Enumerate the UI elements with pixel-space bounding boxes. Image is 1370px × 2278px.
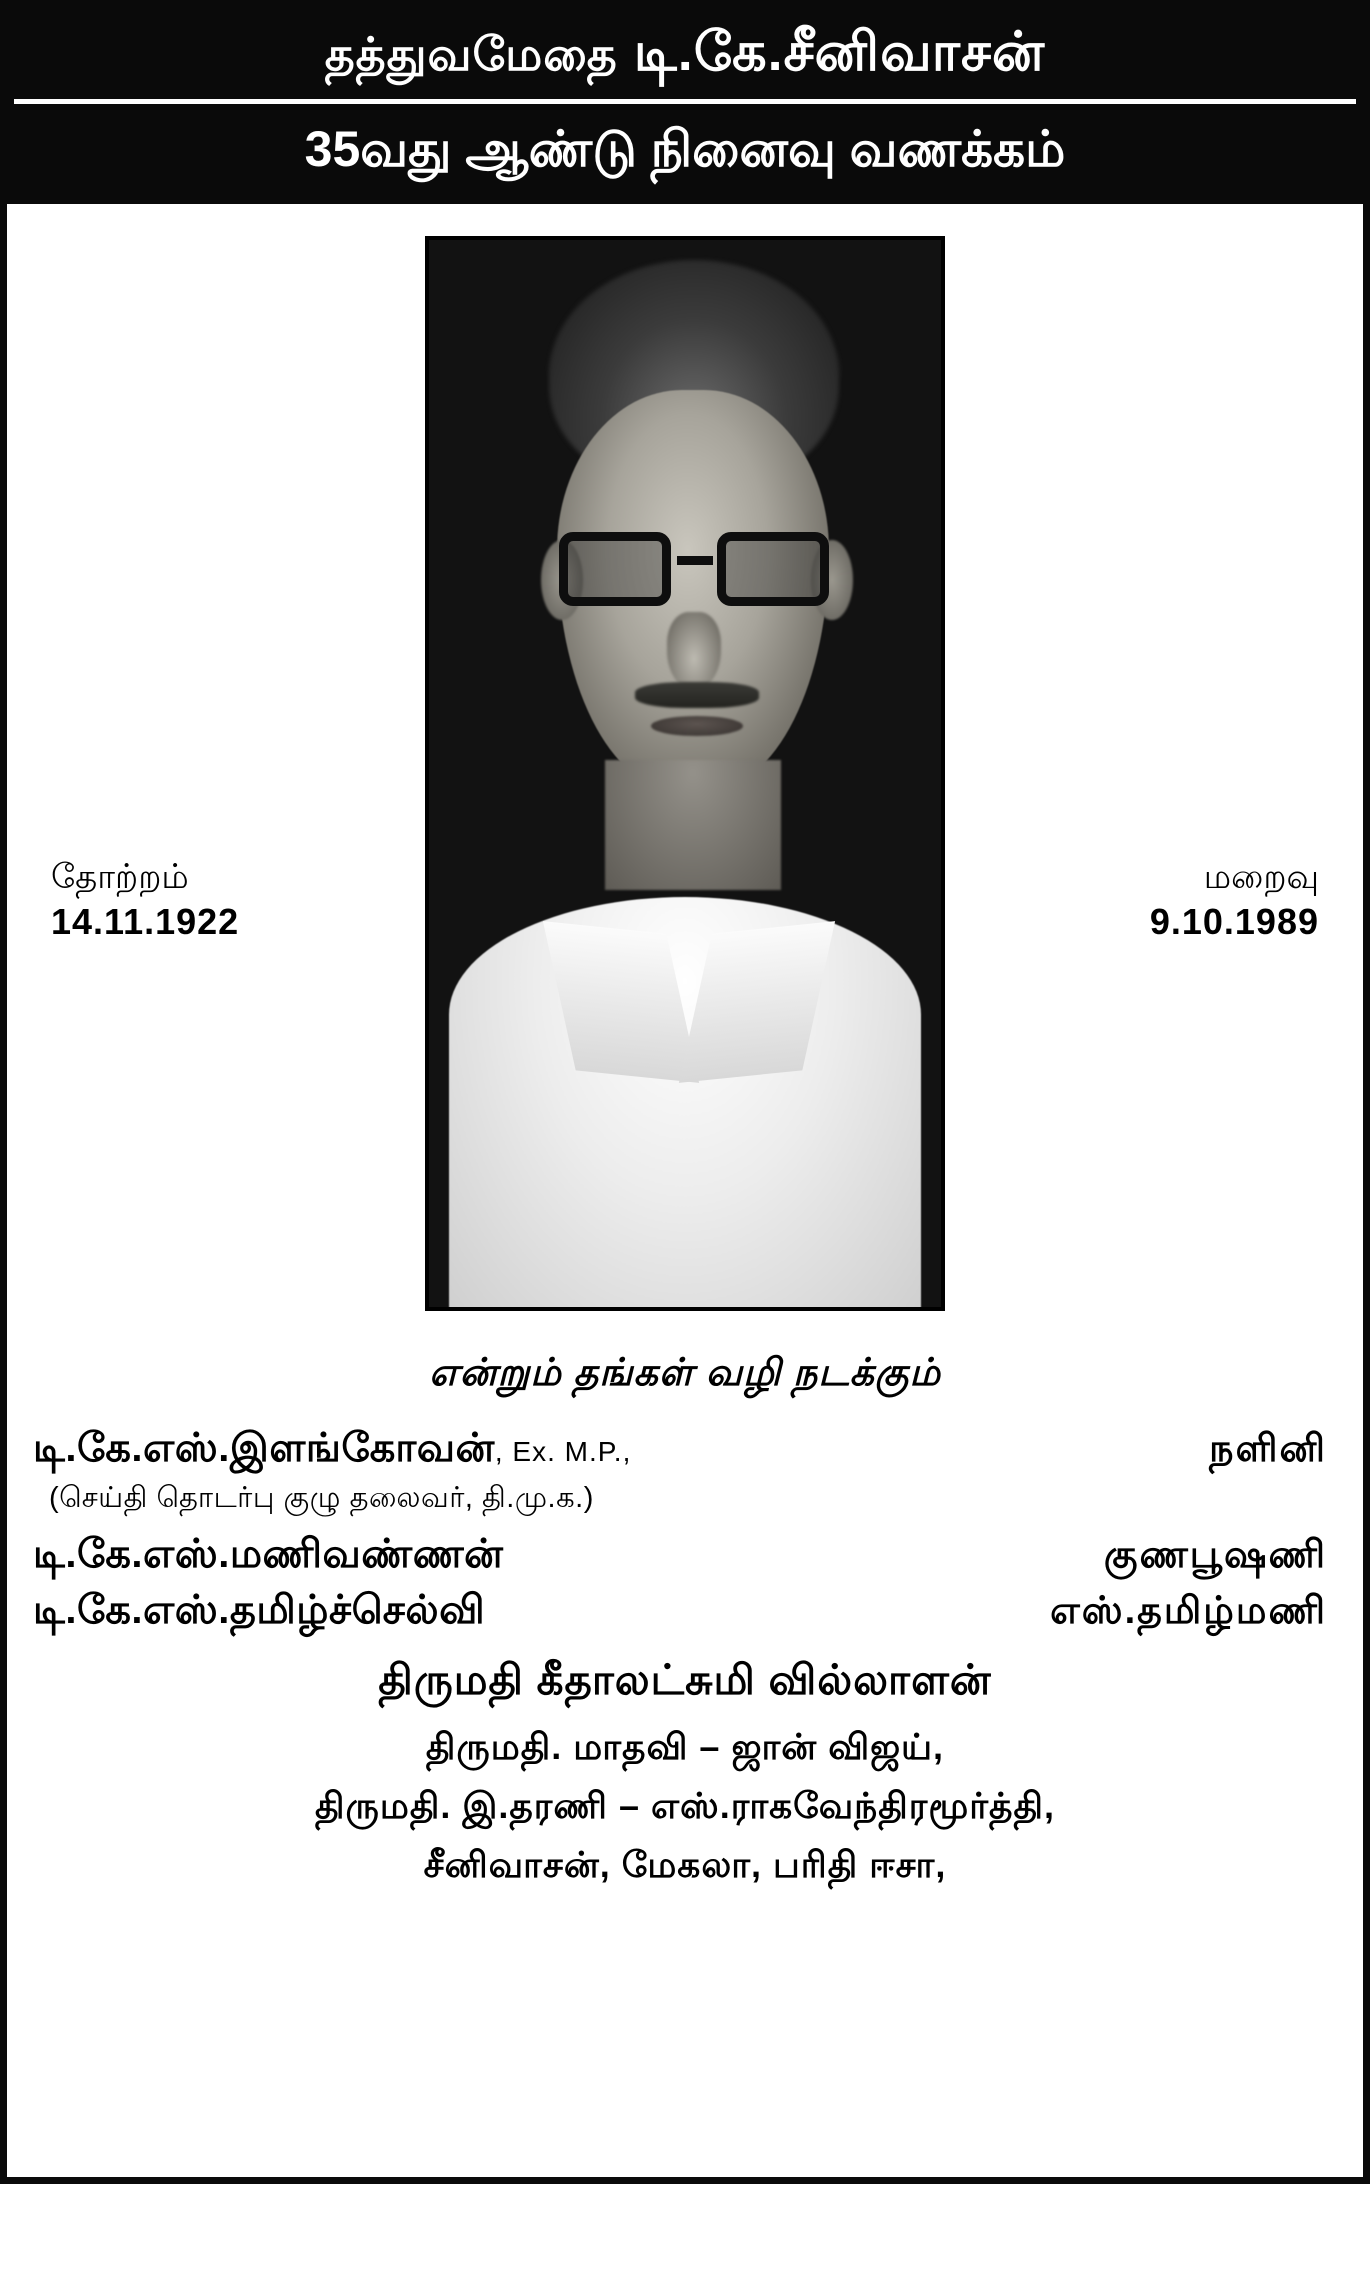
neck-shape: [605, 760, 781, 890]
death-label: மறைவு: [1203, 858, 1319, 897]
name-entry: [33, 1588, 1337, 1638]
banner-subtitle: 35வது ஆண்டு நினைவு வணக்கம்: [304, 120, 1066, 177]
names-section: [33, 1426, 1337, 1638]
glasses-shape: [555, 526, 833, 612]
birth-label: தோற்றம்: [51, 858, 189, 897]
poster-body: [0, 204, 1370, 2184]
lens-left: [559, 532, 671, 606]
center-line-2: திருமதி. மாதவி – ஜான் விஜய்,: [425, 1726, 945, 1768]
name-note: (செய்தி தொடர்பு குழு தலைவர், தி.மு.க.): [49, 1482, 594, 1515]
nose-shape: [667, 612, 721, 690]
banner-title-line: [14, 14, 1356, 99]
name-left: [33, 1532, 503, 1582]
death-value: 9.10.1989: [1149, 900, 1319, 942]
moustache-shape: [635, 682, 759, 708]
name-row: [33, 1426, 1337, 1476]
center-line-1: திருமதி கீதாலட்சுமி வில்லாளன்: [378, 1656, 992, 1704]
birth-date-block: [51, 856, 239, 944]
tagline-text: என்றும் தங்கள் வழி நடக்கும்: [429, 1352, 941, 1395]
name-right: நளினி: [1209, 1428, 1327, 1471]
banner-title-name: டி.கே.சீனிவாசன்: [633, 22, 1046, 82]
name-entry: [33, 1426, 1337, 1518]
death-date-block: [1150, 856, 1319, 944]
name-left: [33, 1588, 485, 1638]
name-row: [33, 1588, 1337, 1638]
name-left-text: டி.கே.எஸ்.இளங்கோவன்: [33, 1426, 495, 1471]
name-right: எஸ்.தமிழ்மணி: [1050, 1590, 1327, 1633]
name-left-text: டி.கே.எஸ்.மணிவண்ணன்: [33, 1532, 504, 1577]
banner-divider: [14, 99, 1356, 104]
shirt-shape: [449, 897, 921, 1311]
center-line-4: சீனிவாசன், மேகலா, பரிதி ஈசா,: [423, 1844, 947, 1886]
name-left-text: டி.கே.எஸ்.தமிழ்ச்செல்வி: [33, 1588, 486, 1633]
banner-header: [0, 0, 1370, 204]
name-left-suffix: , Ex. M.P.,: [494, 1436, 632, 1468]
glasses-bridge: [677, 556, 713, 565]
banner-title-prefix: தத்துவமேதை: [324, 28, 618, 80]
lens-right: [717, 532, 829, 606]
name-left: [33, 1426, 631, 1476]
birth-value: 14.11.1922: [51, 900, 240, 942]
name-right: குணபூஷணி: [1103, 1534, 1327, 1577]
portrait-photo: [425, 236, 945, 1311]
name-row: [33, 1532, 1337, 1582]
center-line-3: திருமதி. இ.தரணி – எஸ்.ராகவேந்திரமூர்த்தி,: [315, 1785, 1055, 1827]
name-entry: [33, 1532, 1337, 1582]
